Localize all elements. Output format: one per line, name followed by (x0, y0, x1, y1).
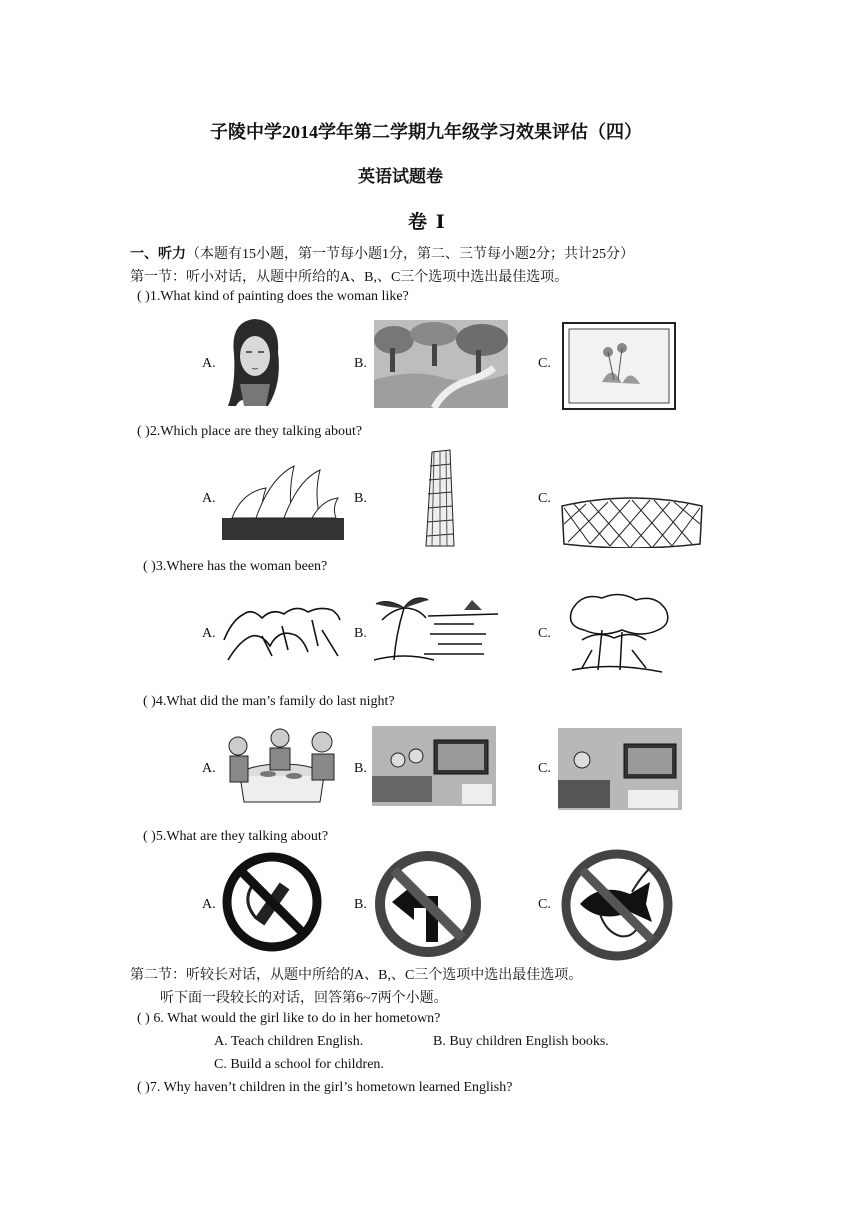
no-smoking-sign-icon (222, 852, 322, 952)
section-heading-bold: 一、听力 (130, 247, 186, 262)
q1-option-b: B. (354, 356, 367, 371)
q3-option-b: B. (354, 626, 367, 641)
part1-instruction: 第一节：听小对话，从题中所给的A、B,、C三个选项中选出最佳选项。 (130, 270, 569, 285)
mountains-icon (222, 600, 342, 664)
leaning-tower-icon (420, 446, 460, 548)
q1-option-c: C. (538, 356, 551, 371)
question-1: ( )1.What kind of painting does the woman like? (137, 289, 409, 304)
trees-icon (562, 590, 672, 690)
beach-palm-icon (374, 594, 500, 666)
woman-portrait-icon (222, 314, 284, 408)
q6-option-b: B. Buy children English books. (433, 1034, 609, 1049)
part2-sub-instruction: 听下面一段较长的对话，回答第6~7两个小题。 (160, 991, 448, 1006)
q4-option-a: A. (202, 761, 216, 776)
no-left-turn-sign-icon (374, 850, 482, 958)
volume-label: 卷 Ⅰ (408, 212, 447, 233)
birds-nest-stadium-icon (560, 494, 704, 548)
q3-option-a: A. (202, 626, 216, 641)
q6-option-a: A. Teach children English. (214, 1034, 364, 1049)
family-dinner-icon (218, 724, 344, 804)
family-tv-icon (372, 726, 496, 806)
question-2: ( )2.Which place are they talking about? (137, 424, 363, 439)
man-tv-icon (558, 728, 682, 810)
q2-option-a: A. (202, 491, 216, 506)
landscape-painting-icon (374, 320, 508, 408)
section-heading (130, 243, 634, 263)
q2-option-b: B. (354, 491, 367, 506)
flower-painting-icon (562, 322, 676, 410)
q6-option-c: C. Build a school for children. (214, 1057, 384, 1072)
no-fishing-sign-icon (560, 848, 674, 962)
page-title: 子陵中学2014学年第二学期九年级学习效果评估（四） (210, 122, 642, 142)
section-heading-rest: （本题有15小题，第一节每小题1分，第二、三节每小题2分；共计25分） (186, 247, 634, 262)
q1-option-a: A. (202, 356, 216, 371)
part2-instruction: 第二节：听较长对话，从题中所给的A、B,、C三个选项中选出最佳选项。 (130, 968, 583, 983)
q5-option-a: A. (202, 897, 216, 912)
q4-option-b: B. (354, 761, 367, 776)
question-6: ( ) 6. What would the girl like to do in her hometown? (137, 1011, 441, 1026)
question-4: ( )4.What did the man’s family do last night? (143, 694, 395, 709)
page-subtitle: 英语试题卷 (358, 167, 443, 186)
q4-option-c: C. (538, 761, 551, 776)
q3-option-c: C. (538, 626, 551, 641)
question-5: ( )5.What are they talking about? (143, 829, 329, 844)
q5-option-b: B. (354, 897, 367, 912)
question-7: ( )7. Why haven’t children in the girl’s hometown learned English? (137, 1080, 513, 1095)
opera-house-icon (222, 462, 344, 540)
question-3: ( )3.Where has the woman been? (143, 559, 328, 574)
q2-option-c: C. (538, 491, 551, 506)
q5-option-c: C. (538, 897, 551, 912)
